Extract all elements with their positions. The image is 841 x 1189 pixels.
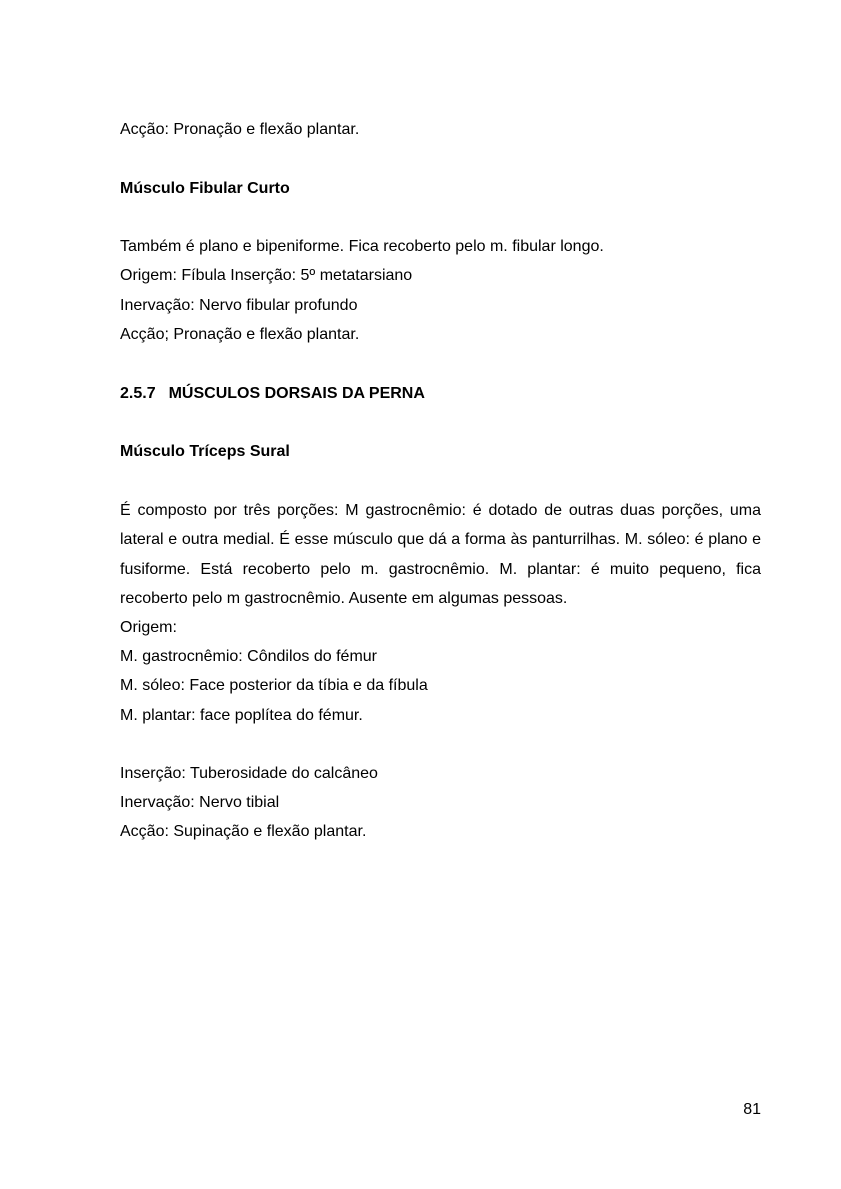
origem-label: Origem: <box>120 619 177 636</box>
origem-plantar: M. plantar: face poplítea do fémur. <box>120 707 363 724</box>
insercao-line: Inserção: Tuberosidade do calcâneo <box>120 765 378 782</box>
origem-soleo: M. sóleo: Face posterior da tíbia e da fíbula <box>120 677 428 694</box>
triceps-paragraph: É composto por três porções: M gastrocnêmio: é dotado de outras duas porções, uma lateral e outra medial. É esse músculo que dá a forma às panturrilhas. M. sóleo: é plano e fusiforme. Está recoberto pelo m. gastrocnêmio. M. plantar: é muito pequeno, fica recoberto pelo m gastrocnêmio. Ausente em algumas pessoas. <box>120 502 761 608</box>
section-heading <box>120 384 425 404</box>
fibular-curto-description: Também é plano e bipeniforme. Fica recoberto pelo m. fibular longo. <box>120 238 604 255</box>
fibular-curto-origem: Origem: Fíbula Inserção: 5º metatarsiano <box>120 267 413 284</box>
accao-line: Acção: Pronação e flexão plantar. <box>120 121 360 138</box>
heading-fibular-curto: Músculo Fibular Curto <box>120 180 290 197</box>
page-number: 81 <box>743 1101 761 1118</box>
inervacao-line: Inervação: Nervo tibial <box>120 794 280 811</box>
fibular-curto-inervacao: Inervação: Nervo fibular profundo <box>120 297 358 314</box>
triceps-accao-line: Acção: Supinação e flexão plantar. <box>120 823 367 840</box>
section-title: MÚSCULOS DORSAIS DA PERNA <box>168 385 425 402</box>
fibular-curto-accao: Acção; Pronação e flexão plantar. <box>120 326 360 343</box>
origem-gastrocnemio: M. gastrocnêmio: Côndilos do fémur <box>120 648 377 665</box>
heading-triceps-sural: Músculo Tríceps Sural <box>120 443 290 460</box>
section-number: 2.5.7 <box>120 385 156 402</box>
